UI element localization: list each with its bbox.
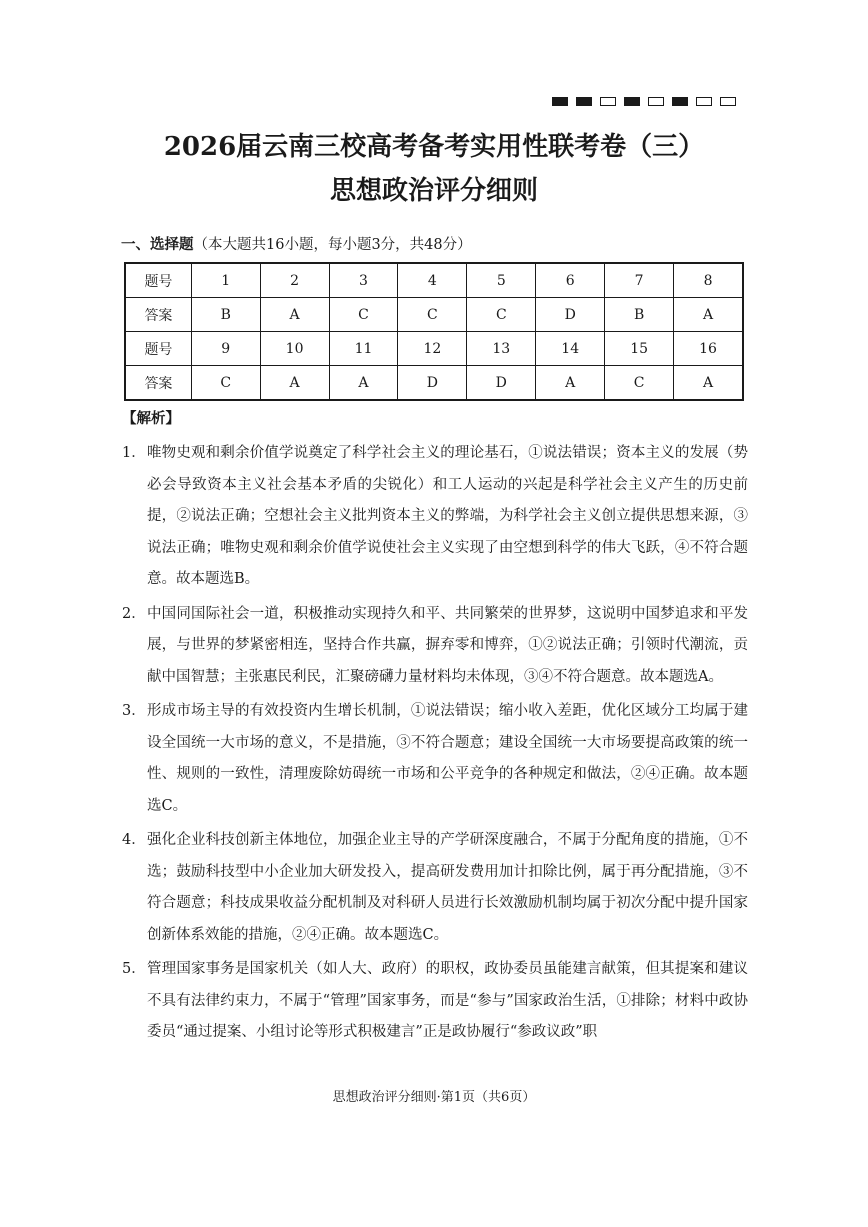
item-number: 3． xyxy=(122,703,146,719)
table-cell: 5 xyxy=(467,263,536,298)
item-number: 2． xyxy=(122,605,146,622)
item-number: 4． xyxy=(122,832,146,848)
row-header-cell: 题号 xyxy=(125,263,191,298)
table-row xyxy=(125,298,743,332)
item-number: 1． xyxy=(122,445,146,461)
table-cell: A xyxy=(260,298,329,332)
table-cell: C xyxy=(605,366,674,401)
table-row xyxy=(125,263,743,298)
exam-title: 2026届云南三校高考备考实用性联考卷（三） xyxy=(163,132,705,162)
table-cell: A xyxy=(674,298,743,332)
table-cell: 16 xyxy=(674,332,743,366)
row-header-cell: 答案 xyxy=(125,298,191,332)
table-row xyxy=(125,332,743,366)
table-cell: 11 xyxy=(329,332,398,366)
page-marker-square xyxy=(600,97,616,106)
item-text: 管理国家事务是国家机关（如人大、政府）的职权，政协委员虽能建言献策，但其提案和建议不具有法律约束力，不属于“管理”国家事务，而是“参与”国家政治生活，①排除；材料中政协委员“通过提案、小组讨论等形式积极建言”正是政协履行“参政议政”职 xyxy=(147,961,748,1040)
table-cell: B xyxy=(605,298,674,332)
table-cell: 12 xyxy=(398,332,467,366)
analysis-item xyxy=(122,438,748,596)
page-footer: 思想政治评分细则·第1页（共6页） xyxy=(332,1090,536,1105)
table-cell: A xyxy=(329,366,398,401)
table-cell: 13 xyxy=(467,332,536,366)
table-cell: 3 xyxy=(329,263,398,298)
analysis-label: 【解析】 xyxy=(122,410,180,427)
item-number: 5． xyxy=(122,961,146,977)
table-cell: 8 xyxy=(674,263,743,298)
page-marker-squares xyxy=(552,97,736,106)
page-marker-square xyxy=(696,97,712,106)
table-cell: C xyxy=(191,366,260,401)
table-cell: A xyxy=(260,366,329,401)
table-cell: D xyxy=(398,366,467,401)
section-heading-note: （本大题共16小题，每小题3分，共48分） xyxy=(193,237,472,253)
table-cell: A xyxy=(674,366,743,401)
document-title: 思想政治评分细则 xyxy=(329,176,538,206)
page-marker-square xyxy=(576,97,592,106)
table-cell: C xyxy=(467,298,536,332)
table-cell: 9 xyxy=(191,332,260,366)
page-marker-square xyxy=(552,97,568,106)
table-cell: 14 xyxy=(536,332,605,366)
section-heading-label: 一、选择题 xyxy=(121,236,194,253)
table-cell: A xyxy=(536,366,605,401)
table-cell: C xyxy=(398,298,467,332)
page-marker-square xyxy=(720,97,736,106)
item-text: 强化企业科技创新主体地位，加强企业主导的产学研深度融合，不属于分配角度的措施，①不选；鼓励科技型中小企业加大研发投入，提高研发费用加计扣除比例，属于再分配措施，③不符合题意；科技成果收益分配机制及对科研人员进行长效激励机制均属于初次分配中提升国家创新体系效能的措施，②④正确。故本题选C。 xyxy=(147,832,748,943)
table-cell: 10 xyxy=(260,332,329,366)
item-text: 唯物史观和剩余价值学说奠定了科学社会主义的理论基石，①说法错误；资本主义的发展（势必会导致资本主义社会基本矛盾的尖锐化）和工人运动的兴起是科学社会主义产生的历史前提，②说法正确；空想社会主义批判资本主义的弊端，为科学社会主义创立提供思想来源，③说法正确；唯物史观和剩余价值学说使社会主义实现了由空想到科学的伟大飞跃，④不符合题意。故本题选B。 xyxy=(147,445,748,587)
answer-table xyxy=(124,262,744,401)
item-text: 中国同国际社会一道，积极推动实现持久和平、共同繁荣的世界梦，这说明中国梦追求和平发展，与世界的梦紧密相连，坚持合作共赢，摒弃零和博弈，①②说法正确；引领时代潮流，贡献中国智慧；主张惠民利民，汇聚磅礴力量材料均未体现，③④不符合题意。故本题选A。 xyxy=(147,605,748,685)
page-marker-square xyxy=(672,97,688,106)
analysis-item xyxy=(122,825,748,951)
table-cell: 15 xyxy=(605,332,674,366)
table-cell: 6 xyxy=(536,263,605,298)
row-header-cell: 答案 xyxy=(125,366,191,401)
table-cell: 2 xyxy=(260,263,329,298)
page-marker-square xyxy=(624,97,640,106)
table-cell: 1 xyxy=(191,263,260,298)
table-cell: D xyxy=(467,366,536,401)
section-heading xyxy=(121,233,472,254)
analysis-list xyxy=(122,438,748,1052)
table-cell: 7 xyxy=(605,263,674,298)
analysis-item xyxy=(122,696,748,822)
page-marker-square xyxy=(648,97,664,106)
table-cell: C xyxy=(329,298,398,332)
table-cell: D xyxy=(536,298,605,332)
analysis-item xyxy=(122,599,748,694)
row-header-cell: 题号 xyxy=(125,332,191,366)
table-row xyxy=(125,366,743,401)
analysis-item xyxy=(122,954,748,1049)
table-cell: 4 xyxy=(398,263,467,298)
table-cell: B xyxy=(191,298,260,332)
item-text: 形成市场主导的有效投资内生增长机制，①说法错误；缩小收入差距，优化区域分工均属于建设全国统一大市场的意义，不是措施，③不符合题意；建设全国统一大市场要提高政策的统一性、规则的一致性，清理废除妨碍统一市场和公平竞争的各种规定和做法，②④正确。故本题选C。 xyxy=(147,703,748,814)
